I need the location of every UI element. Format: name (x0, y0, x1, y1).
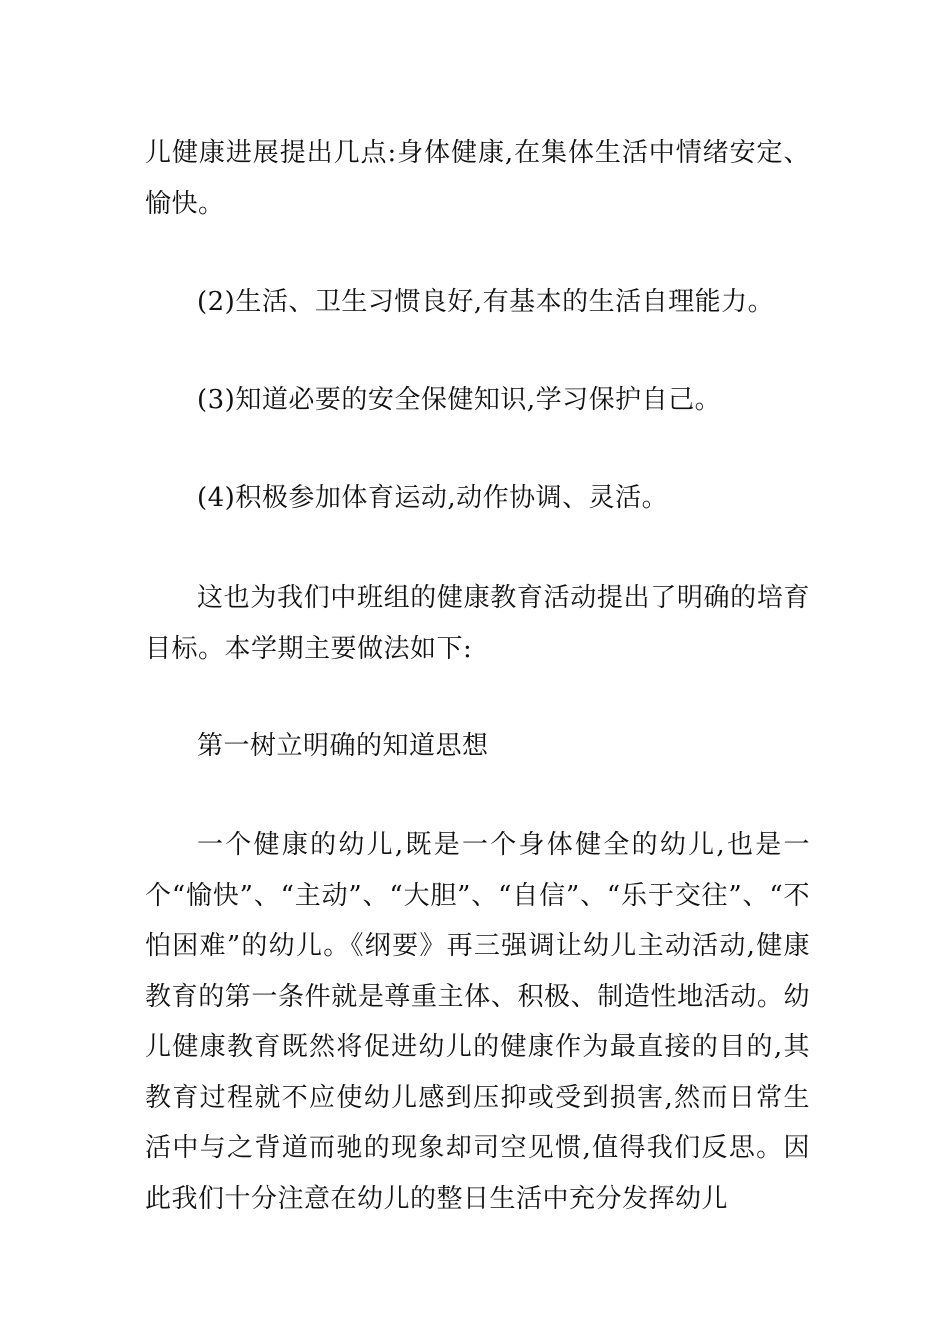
paragraph-item-3: (3)知道必要的安全保健知识,学习保护自己。 (197, 385, 722, 415)
paragraph-goals: 这也为我们中班组的健康教育活动提出了明确的培育目标。本学期主要做法如下: (145, 583, 810, 664)
paragraph-item-2: (2)生活、卫生习惯良好,有基本的生活自理能力。 (197, 287, 775, 317)
paragraph-healthy-child: 一个健康的幼儿,既是一个身体健全的幼儿,也是一个“愉快”、“主动”、“大胆”、“自信”、“乐于交往”、“不怕困难”的幼儿。《纲要》再三强调让幼儿主动活动,健康教育的第一条件就是尊重主体、积极、制造性地活动。幼儿健康教育既然将促进幼儿的健康作为最直接的目的,其教育过程就不应使幼儿感到压抑或受到损害,然而日常生活中与之背道而驰的现象却司空见惯,值得我们反思。因此我们十分注意在幼儿的整日生活中充分发挥幼儿 (145, 830, 810, 1214)
paragraph-item-4: (4)积极参加体育运动,动作协调、灵活。 (197, 483, 669, 513)
paragraph-health-points: 儿健康进展提出几点:身体健康,在集体生活中情绪安定、愉快。 (145, 138, 810, 219)
section-heading-guiding-idea: 第一树立明确的知道思想 (197, 731, 489, 761)
